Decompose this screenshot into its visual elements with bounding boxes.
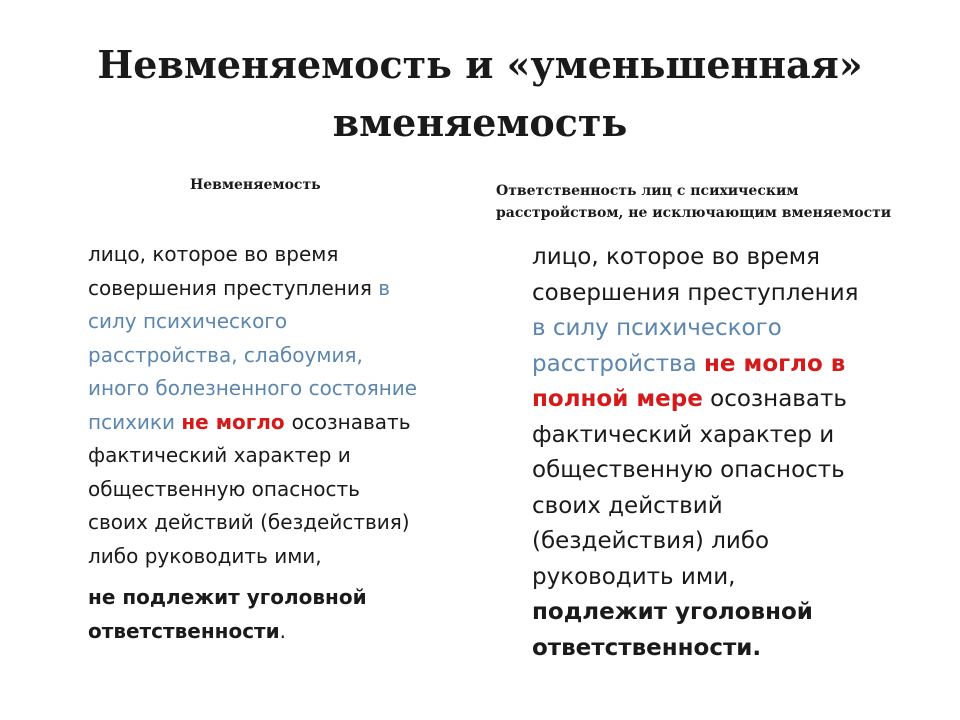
left-text-highlight-blue: психики (88, 409, 182, 434)
left-text-fragment: совершения преступления (88, 275, 379, 300)
right-text-line: общественную опасность (532, 457, 845, 483)
left-text-highlight-red: не могло (181, 409, 292, 434)
left-paragraph-gap (88, 573, 478, 581)
right-text-line: совершения преступления (532, 279, 859, 306)
right-text-line: фактический характер и (532, 421, 835, 448)
right-text-line: руководить ими, (532, 563, 736, 590)
left-text-line: лицо, которое во время (88, 242, 339, 266)
left-column-header: Невменяемость (190, 177, 321, 193)
slide-title (0, 36, 960, 152)
left-text-conclusion: не подлежит уголовной (88, 585, 367, 609)
left-text-bold-fragment: ответственности (88, 618, 280, 643)
left-text-conclusion (88, 615, 478, 649)
slide-title-line-1: Невменяемость и «уменьшенная» (97, 42, 863, 87)
left-text-highlight-blue: в (378, 275, 391, 300)
right-column-text (532, 240, 922, 666)
right-column-header (496, 180, 916, 224)
right-text-highlight-blue: расстройства (532, 350, 705, 377)
left-text-line-blue: силу психического (88, 309, 288, 333)
left-text-line-blue: иного болезненного состояние (88, 376, 418, 400)
right-text-line-blue: в силу психического (532, 315, 782, 341)
left-text-line: фактический характер и (88, 443, 351, 467)
slide-title-line-2: вменяемость (332, 100, 628, 145)
left-text-line-blue: расстройства, слабоумия, (88, 342, 363, 367)
right-text-line: своих действий (532, 492, 723, 519)
right-text-conclusion: подлежит уголовной (532, 599, 813, 625)
right-text-conclusion: ответственности. (532, 634, 762, 661)
right-text-line: лицо, которое во время (532, 244, 820, 270)
left-column-text (88, 238, 478, 648)
right-text-highlight-red: полной мере (532, 386, 703, 412)
right-column-header-line-1: Ответственность лиц с психическим (496, 183, 799, 199)
right-text-line: (бездействия) либо (532, 528, 770, 554)
left-text-fragment: осознавать (291, 409, 411, 434)
right-text-highlight-red: не могло в (704, 350, 846, 377)
left-text-line: либо руководить ими, (88, 543, 322, 568)
left-text-fragment: . (279, 618, 287, 643)
left-text-line (88, 272, 478, 306)
left-text-line: своих действий (бездействия) (88, 510, 410, 534)
left-text-line (88, 406, 478, 440)
right-column-header-line-2: расстройством, не исключающим вменяемости (496, 205, 892, 221)
right-text-fragment: осознавать (702, 386, 847, 412)
left-text-line: общественную опасность (88, 476, 360, 501)
right-text-line (532, 382, 922, 418)
right-text-line (532, 347, 922, 383)
